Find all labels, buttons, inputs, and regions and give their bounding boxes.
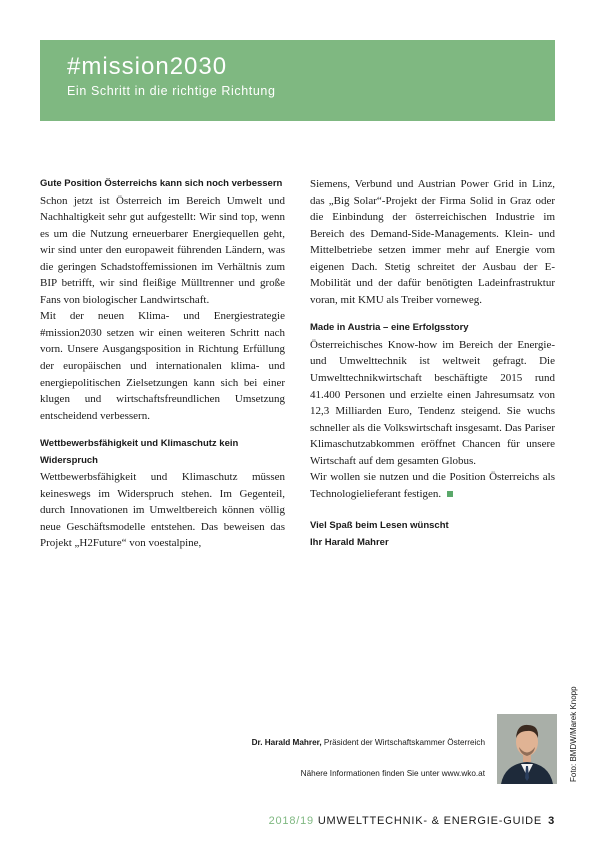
section-heading: Gute Position Österreichs kann sich noch verbessern	[40, 178, 283, 189]
right-column	[310, 176, 555, 551]
page-number: 3	[548, 815, 555, 827]
caption-role: Präsident der Wirtschaftskammer Österreich	[321, 738, 485, 747]
signature-name: Ihr Harald Mahrer	[310, 536, 389, 548]
paragraph-with-end-mark	[310, 469, 555, 502]
left-column	[40, 176, 285, 552]
caption-name: Dr. Harald Mahrer,	[251, 738, 322, 747]
page-title: #mission2030	[67, 53, 228, 80]
portrait-image	[497, 714, 557, 784]
closing	[310, 518, 555, 551]
end-square-icon	[447, 491, 453, 497]
page-footer	[269, 815, 555, 827]
photo-caption	[252, 738, 485, 747]
section-heading: Made in Austria – eine Erfolgsstory	[310, 322, 469, 334]
footer-guide-title: UMWELTTECHNIK- & ENERGIE-GUIDE	[317, 815, 543, 827]
photo-credit: Foto: BMDW/Marek Knopp	[569, 686, 578, 782]
page-subtitle: Ein Schritt in die richtige Richtung	[67, 84, 276, 98]
paragraph: Österreichisches Know-how im Bereich der Energie- und Umwelttechnik ist weltweit gefragt. Die Umwelttechnikwirtschaft beschäftigte 2015 rund 41.400 Personen und erzielte einen Jahresumsatz von 12,3 Milliarden Euro, Tendenz steigend. Sie wuchs schneller als die Volkswirtschaft insgesamt. Das Pariser Klimaschutzabkommen eröffnet Chancen für unsere Wirtschaft auf dem gesamten Globus.	[310, 338, 555, 467]
paragraph-text: Wir wollen sie nutzen und die Position Österreichs als Technologielieferant festigen.	[310, 471, 555, 500]
header-banner	[40, 40, 555, 121]
info-line: Nähere Informationen finden Sie unter www.wko.at	[300, 769, 485, 778]
section-heading: Wettbewerbsfähigkeit und Klimaschutz kein Widerspruch	[40, 438, 239, 466]
footer-year: 2018/19	[268, 815, 314, 827]
paragraph: Mit der neuen Klima- und Energiestrategie #mission2030 setzen wir einen weiteren Schritt nach vorn. Unsere Ausgangsposition in Richtung Erfüllung der europäischen und internationalen klima- und energiepolitischen Zielsetzungen kann sich bei einer klugen und wirtschaftsfreundlichen Umsetzung entscheidend verbessern.	[40, 310, 285, 422]
closing-line: Viel Spaß beim Lesen wünscht	[310, 520, 449, 532]
paragraph: Wettbewerbsfähigkeit und Klimaschutz müssen keineswegs im Widerspruch stehen. Im Gegenteil, durch Innovationen im Umweltbereich können völlig neue Geschäftsmodelle entstehen. Das beweisen das Projekt „H2Future“ von voestalpine,	[40, 471, 285, 550]
portrait-photo	[497, 714, 557, 784]
paragraph: Schon jetzt ist Österreich im Bereich Umwelt und Nachhaltigkeit sehr gut aufgestellt: Wir sind top, wenn es um die Nutzung erneuerbarer Energiequellen geht, wir sind unter den europaweit führenden Ländern, was die geringen Schadstoffemissionen im Verhältnis zum BIP betrifft, wir sind fleißige Mülltrenner und große Fans von biologischer Landwirtschaft.	[40, 194, 285, 306]
paragraph: Siemens, Verbund und Austrian Power Grid in Linz, das „Big Solar“-Projekt der Firma Solid in Graz oder die Einbindung der österreichischen Industrie im Bereich des Demand-Side-Managements. Klein- und Mittelbetriebe setzen immer mehr auf Energie vom eigenen Dach. Stetig schreitet der Ausbau der E-Mobilität und der dafür benötigten Ladeinfrastruktur voran, mit KMU als Treiber vorneweg.	[310, 178, 555, 306]
